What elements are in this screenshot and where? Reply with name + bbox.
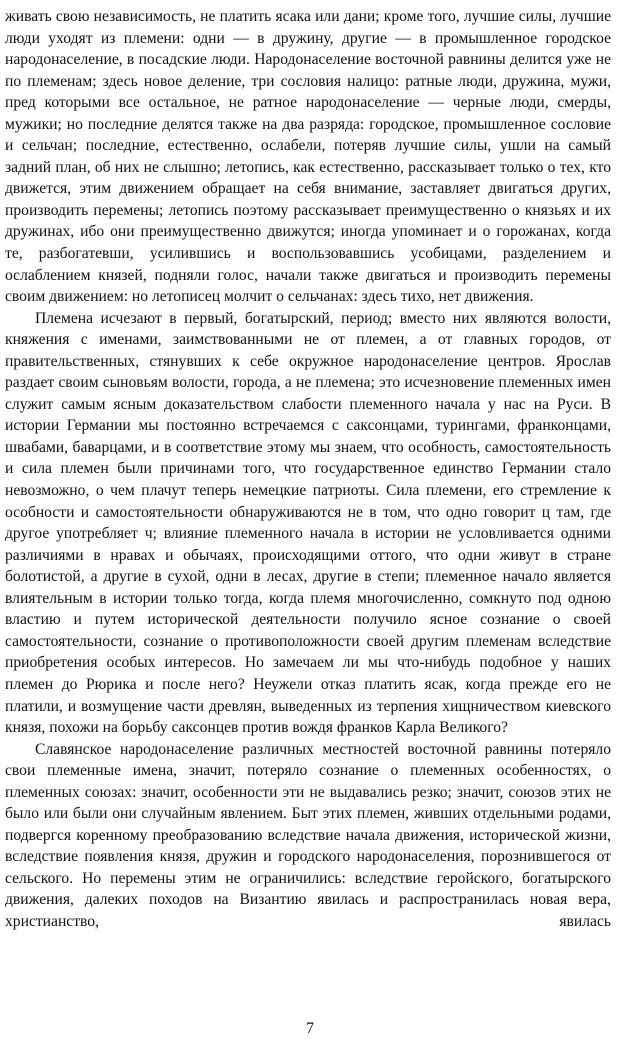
book-page: [5, 6, 611, 933]
paragraph-1: живать свою независимость, не платить ясака или дани; кроме того, лучшие силы, лучшие люди уходят из племени: одни — в дружину, другие — в промышленное городское народонаселение, в посадские люди. Народонаселение восточной равнины делится уже не по племенам; здесь новое деление, три сословия налицо: ратные люди, дружина, мужи, пред которыми все остальное, не ратное народонаселение — черные люди, смерды, мужики; но последние делятся также на два разряда: городское, промышленное сословие и сельчан; последние, естественно, ослабели, потеряв лучшие силы, ушли на самый задний план, об них не слышно; летопись, как естественно, рассказывает только о тех, кто движется, этим движением обращает на себя внимание, заставляет двигаться других, производить перемены; летопись поэтому рассказывает преимущественно о князьях и их дружинах, ибо они преимущественно движутся; иногда упоминает и о горожанах, когда те, разбогатевши, усилившись и воспользовавшись усобицами, разделением и ослаблением князей, подняли голос, начали также двигаться и производить перемены своим движением: но летописец молчит о сельчанах: здесь тихо, нет движения.: [5, 8, 611, 306]
page-number: 7: [306, 1020, 314, 1037]
paragraph-3: Славянское народонаселение различных местностей восточной равнины потеряло свои племенные имена, значит, потеряло сознание о племенных особенностях, о племенных союзах: значит, особенности эти не выдавались резко; значит, союзов этих не было или были они случайным явлением. Быт этих племен, живших отдельными родами, подвергся коренному преобразованию вследствие начала движения, исторической жизни, вследствие появления князя, дружин и городского народонаселения, порознившегося от сельского. Но перемены этим не ограничились: вследствие геройского, богатырского движения, далеких походов на Византию явилась и распространилась новая вера, христианство, явилась: [5, 740, 611, 930]
paragraph-2: Племена исчезают в первый, богатырский, период; вместо них являются волости, княжения с именами, заимствованными не от племен, а от главных городов, от правительственных, стянувших к себе окружное народонаселение центров. Ярослав раздает своим сыновьям волости, города, а не племена; это исчезновение племенных имен служит самым ясным доказательством слабости племенного начала у нас на Руси. В истории Германии мы постоянно встречаемся с саксонцами, турингами, франконцами, швабами, баварцами, и в соответствие этому мы знаем, что особность, самостоятельность и сила племен были причинами того, что государственное единство Германии стало невозможно, о чем плачут теперь немецкие патриоты. Сила племени, его стремление к особности и самостоятельности обнаруживаются не в том, что одно говорит ц там, где другое употребляет ч; влияние племенного начала в истории не условливается одними различиями в нравах и обычаях, происходящими оттого, что одни живут в стране болотистой, а другие в сухой, одни в лесах, другие в степи; племенное начало является влиятельным в истории только тогда, когда племя многочисленно, сомкнуто под одною властию и путем исторической деятельности получило ясное сознание о своей самостоятельности, сознание о противоположности своей другим племенам вследствие приобретения особых интересов. Но замечаем ли мы что-нибудь подобное у наших племен до Рюрика и после него? Неужели отказ платить ясак, когда прежде его не платили, и возмущение части древлян, выведенных из терпения хищничеством киевского князя, похожи на борьбу саксонцев против вождя франков Карла Великого?: [5, 309, 611, 737]
